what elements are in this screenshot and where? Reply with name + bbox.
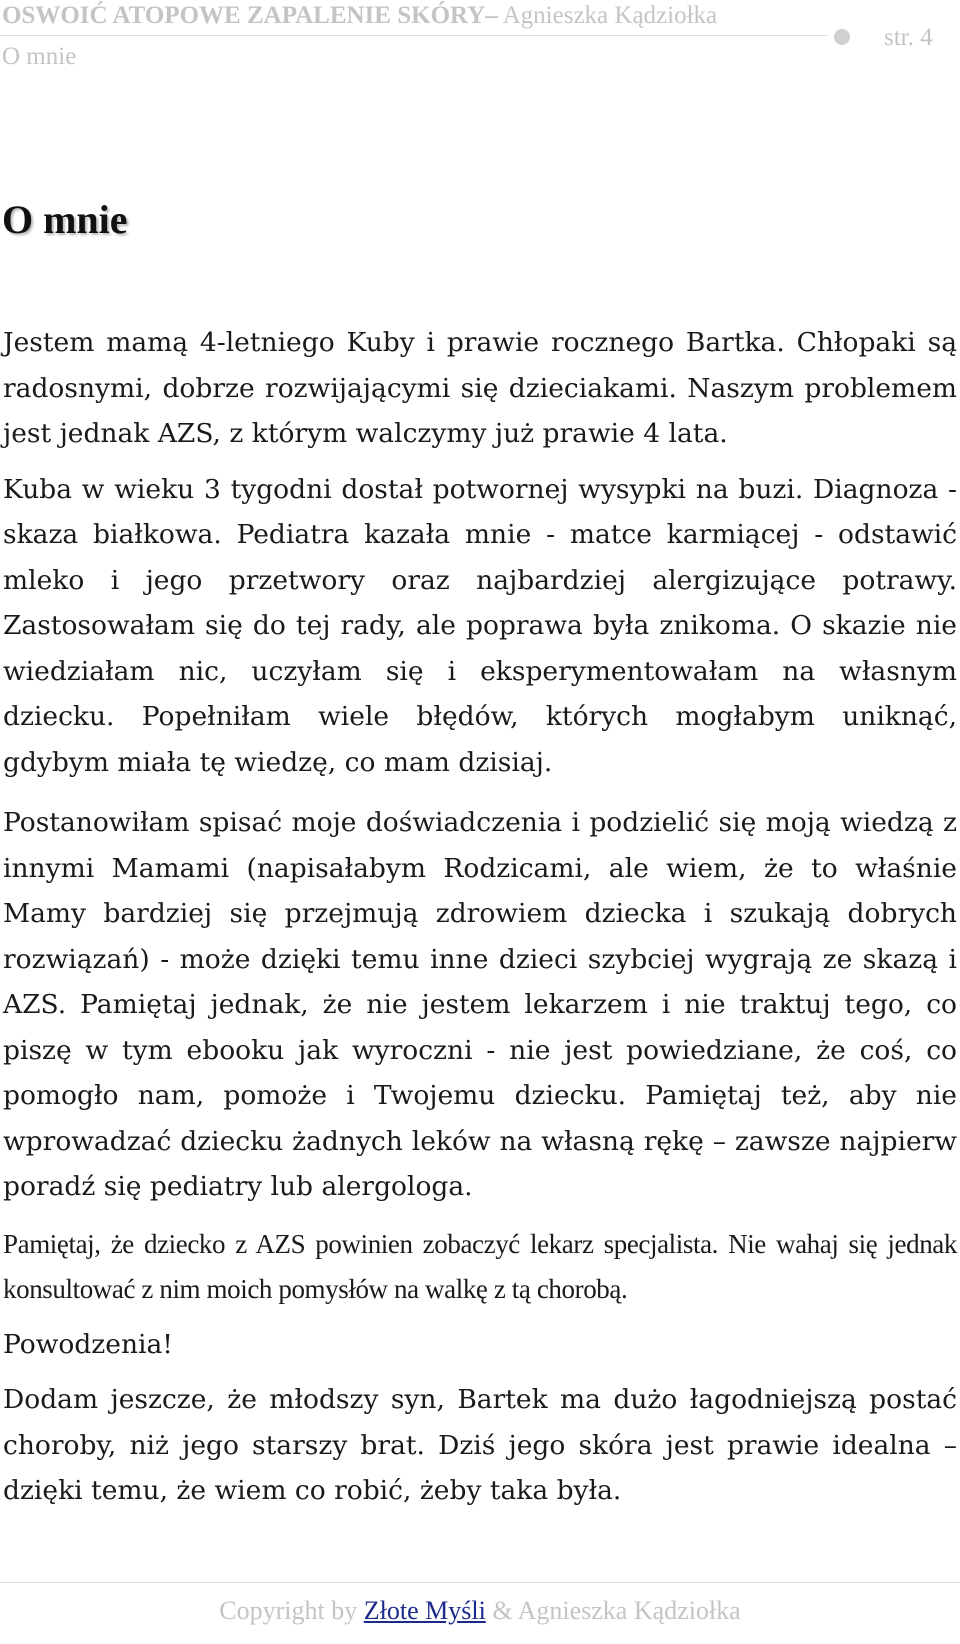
page-footer	[0, 1595, 960, 1627]
paragraph-purpose: Postanowiłam spisać moje doświadczenia i podzielić się moją wiedzą z innymi Mamami (napisałabym Rodzicami, ale wiem, że to właśnie Mamy bardziej się przejmują zdrowiem dziecka i szukają dobrych rozwiązań) - może dzięki temu inne dzieci szybciej wygrają ze skazą i AZS. Pamiętaj jednak, że nie jestem lekarzem i nie traktuj tego, co piszę w tym ebooku jak wyroczni - nie jest powiedziane, że coś, co pomogło nam, pomoże i Twojemu dziecku. Pamiętaj też, aby nie wprowadzać dziecku żadnych leków na własną rękę – zawsze najpierw poradź się pediatry lub alergologa.	[3, 807, 957, 1202]
paragraph-specialist: Pamiętaj, że dziecko z AZS powinien zobaczyć lekarz specjalista. Nie wahaj się jednak konsultować z nim moich pomysłów na walkę z tą chorobą.	[3, 1228, 957, 1304]
author-name: Agnieszka Kądziołka	[497, 2, 718, 29]
bullet-dot-icon	[834, 29, 850, 45]
page-number: str. 4	[884, 24, 933, 51]
paragraph-intro: Jestem mamą 4-letniego Kuby i prawie rocznego Bartka. Chłopaki są radosnymi, dobrze rozwijającymi się dzieciakami. Naszym problemem jest jednak AZS, z którym walczymy już prawie 4 lata.	[3, 327, 957, 449]
page-title: O mnie	[2, 197, 128, 242]
paragraph-diagnosis: Kuba w wieku 3 tygodni dostał potwornej wysypki na buzi. Diagnoza - skaza białkowa. Pediatra kazała mnie - matce karmiącej - odstawić mleko i jego przetwory oraz najbardziej alergizujące potrawy. Zastosowałam się do tej rady, ale poprawa była znikoma. O skazie nie wiedziałam nic, uczyłam się i eksperymentowałam na własnym dziecku. Popełniłam wiele błędów, których mogłabym uniknąć, gdybym miała tę wiedzę, co mam dzisiaj.	[3, 473, 957, 778]
publisher-link[interactable]: Złote Myśli	[363, 1596, 486, 1625]
copyright-prefix: Copyright by	[219, 1596, 364, 1625]
body-text	[3, 320, 957, 1514]
footer-divider	[0, 1582, 960, 1583]
paragraph-younger-son: Dodam jeszcze, że młodszy syn, Bartek ma dużo łagodniejszą postać choroby, niż jego starszy brat. Dziś jego skóra jest prawie idealna – dzięki temu, że wiem co robić, żeby taka była.	[3, 1384, 957, 1506]
section-name: O mnie	[2, 43, 77, 70]
running-title	[2, 2, 717, 30]
copyright-suffix: & Agnieszka Kądziołka	[485, 1596, 741, 1625]
paragraph-good-luck: Powodzenia!	[3, 1328, 173, 1360]
book-title: OSWOIĆ ATOPOWE ZAPALENIE SKÓRY–	[2, 2, 498, 29]
page-header	[0, 0, 960, 80]
header-divider	[0, 35, 828, 36]
